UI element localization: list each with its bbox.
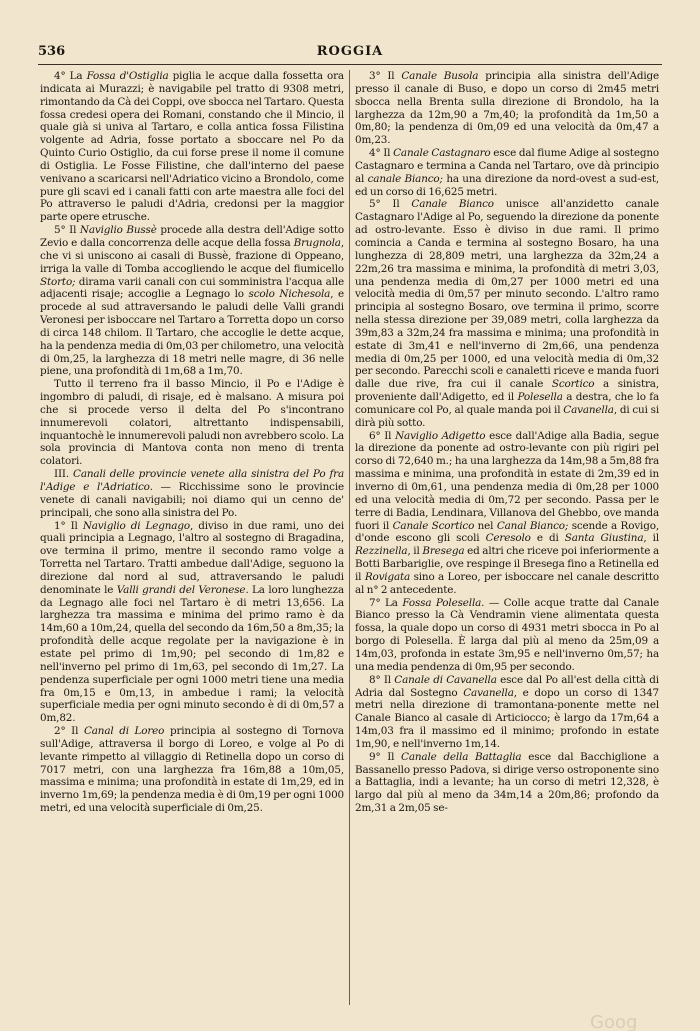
text-run: esce dall'Adige alla Badia, segue la direzione da ponente ad ostro-levante con più rigiri pel corso di 72,640 m.; ha una larghezza da 14m,98 a 5m,88 fra massima e minima, una profondità in estate di 2m,39 ed in inverno di 0m,61, una pendenza media di 0m,28 per 1000 ed una velocità media di 0m,72 per secondo. Passa per le terre di Badia, Lendinara, Villanova del Ghebbo, ove manda fuori il <box>355 429 659 532</box>
italic-term: Rovigata <box>364 570 411 583</box>
left-column <box>40 70 344 815</box>
italic-term: Rezzinella <box>355 545 408 558</box>
text-run: Tutto il terreno fra il basso Mincio, il Po e l'Adige è ingombro di paludi, di risaje, ed è malsano. A misura poi che si procede verso il delta del Po s'incontrano innumerevoli colatori, altrettanto indispensabili, inquantochè le innumerevoli paludi non avrebbero scolo. La sola provincia di Mantova conta non meno di trenta colatori. <box>40 378 344 468</box>
italic-term: scolo Nichesola <box>248 288 331 301</box>
text-run: ha una direzione da nord-ovest a sud-est, ed un corso di 16,625 metri. <box>355 172 660 198</box>
watermark: Goog <box>590 1012 638 1031</box>
text-run: , che vi si uniscono ai casali di Bussè, frazione di Oppeano, irriga la valle di Tomba accogliendo le acque del fiumicello <box>40 236 344 275</box>
text-run: dirama varii canali con cui somministra l'acqua alle adjacenti risaje; accoglie a Legnago lo <box>40 275 344 301</box>
text-run: III. <box>54 468 74 481</box>
right-column <box>355 70 659 815</box>
italic-term: canale Bianco; <box>367 172 443 185</box>
italic-term: Cavanella <box>563 403 614 416</box>
paragraph <box>355 198 659 429</box>
italic-term: Naviglio Bussè <box>79 224 157 237</box>
paragraph <box>40 378 344 468</box>
text-run: — Ricchissime sono le provincie venete di canali navigabili; noi diamo qui un cenno de' principali, che sono alla sinistra del Po. <box>40 481 344 519</box>
italic-term: Santa Giustina <box>564 532 644 545</box>
italic-term: Naviglio Adigetto <box>395 429 486 442</box>
text-run: procede alla destra dell'Adige sotto Zevio e dalla concorrenza delle acque della fossa <box>40 224 344 249</box>
text-run: e di <box>530 532 565 545</box>
paragraph <box>355 751 659 815</box>
text-run: scende a Rovigo, d'onde escono gli scoli <box>355 519 659 545</box>
italic-term: Brugnola <box>293 236 341 249</box>
paragraph <box>40 70 344 224</box>
paragraph <box>355 674 659 751</box>
paragraph <box>355 430 659 597</box>
header-rule <box>38 64 662 65</box>
italic-term: Canale Busola <box>401 70 479 82</box>
text-run: nel <box>474 519 497 532</box>
italic-term: Canal di Loreo <box>83 725 165 738</box>
text-run: , diviso in due rami, uno dei quali principia a Legnago, l'altro al sostegno di Bragadina, ove termina il primo, mentre il secondo ramo volge a Torretta nel Tartaro. Tratti ambedue dall'Adige, seguono la direzione dal nord al sud, attraversando le paludi denominate le <box>40 519 344 596</box>
text-run: principia alla sinistra dell'Adige presso il canale di Buso, e dopo un corso di 2m45 metri sbocca nella Brenta sulla direzione di Brondolo, ha la larghezza da 12m,90 a 7m,40; la profondità da 1m,50 a 0m,80; la pendenza di 0m,09 ed una velocità da 0m,47 a 0m,23. <box>355 70 659 147</box>
text-run: a destra, che lo fa comunicare col Po, al quale manda poi il <box>355 391 660 416</box>
italic-term: Canale Castagnaro <box>393 147 491 160</box>
paragraph <box>40 520 344 726</box>
text-run: , il <box>407 545 423 558</box>
page-number: 536 <box>38 44 66 59</box>
text-run: a sinistra, proveniente dall'Adigetto, ed il <box>355 378 659 404</box>
text-run: 5° Il <box>54 224 80 237</box>
text-run: ed altri che riceve poi inferiormente a Botti Barbariglie, ove respinge il Bresega fino a Retinella ed il <box>355 545 659 583</box>
italic-term: Storto; <box>40 275 76 288</box>
italic-term: Valli grandi del Veronese <box>116 583 246 596</box>
text-run: , il <box>643 532 659 545</box>
text-run: sino a Loreo, per isboccare nel canale descritto al n° 2 antecedente. <box>355 570 659 596</box>
page-header <box>38 44 662 62</box>
italic-term: Naviglio di Legnago <box>82 519 190 532</box>
text-run: 2° Il <box>54 725 84 738</box>
text-run: piglia le acque dalla fossetta ora indicata ai Murazzi; è navigabile pel tratto di 9308 metri, rimontando da Cà dei Coppi, ove sbocca nel Tartaro. Questa fossa credesi opera dei Romani, constando che il Mincio, il quale già si univa al Tartaro, e colla antica fossa Filistina volgente ad Adria, fosse portato a sboccare nel Po da Quinto Curio Ostiglio, da cui forse prese il nome il comune di Ostiglia. Le Fosse Filistine, che dall'interno del paese venivano a scaricarsi nell'Adriatico vicino a Brondolo, come pure gli scavi ed i canali fatti con arte maestra alle foci del Po attraverso le paludi d'Adria, credonsi per la maggior parte opere etrusche. <box>40 70 344 224</box>
text-run: 4° Il <box>369 147 394 160</box>
text-run: 7° La <box>369 596 403 609</box>
text-run: 8° Il <box>369 673 395 686</box>
text-run: , e dopo un corso di 1347 metri nella direzione di tramontana-ponente mette nel Canale Bianco al casale di Articiocco; è largo da 17m,64 a 14m,03 fra il massimo ed il minimo; profondo in estate 1m,90, e nell'inverno 1m,14. <box>355 686 659 750</box>
column-divider <box>349 70 350 1005</box>
paragraph <box>355 147 659 198</box>
paragraph <box>40 224 344 378</box>
paragraph <box>355 70 659 147</box>
italic-term: Ceresolo <box>485 532 531 545</box>
italic-term: Scortico <box>551 378 595 391</box>
italic-term: Canale Scortico <box>392 519 475 532</box>
text-run: 1° Il <box>54 519 83 532</box>
text-run: , di cui si dirà più sotto. <box>355 403 659 429</box>
text-run: , e procede al sud attraversando le paludi delle Valli grandi Veronesi per isboccare nel Tartaro a Torretta dopo un corso di circa 148 chilom. Il Tartaro, che accoglie le dette acque, ha la pendenza media di 0m,03 per chilometro, una velocità di 0m,25, la larghezza di 18 metri nelle magre, di 36 nelle piene, una profondità di 1m,68 a 1m,70. <box>40 288 344 378</box>
italic-term: Canale di Cavanella <box>394 673 497 686</box>
italic-term: Canale della Battaglia <box>401 750 522 763</box>
italic-term: Polesella <box>517 391 563 404</box>
text-run: esce dal fiume Adige al sostegno Castagnaro e termina a Canda nel Tartaro, ove dà principio al <box>355 147 659 185</box>
text-run: 6° Il <box>369 429 396 442</box>
text-run: . — Colle acque tratte dal Canale Bianco presso la Cà Vendramin viene alimentata questa fossa, la quale dopo un corso di 4931 metri sbocca in Po al borgo di Polesella. È larga dal più al meno da 25m,09 a 14m,03, profonda in estate 3m,95 e nell'inverno 0m,57; ha una media pendenza di 0m,95 per secondo. <box>355 596 659 673</box>
paragraph <box>40 468 344 519</box>
text-run: 3° Il <box>369 70 402 82</box>
italic-term: Bresega <box>422 545 465 558</box>
text-run: principia al sostegno di Tornova sull'Adige, attraversa il borgo di Loreo, e volge al Po di levante rimpetto al villaggio di Retinella dopo un corso di 7017 metri, con una larghezza fra 16m,88 a 10m,05, massima e minima; una profondità in estate di 1m,29, ed in inverno 1m,69; la pendenza media è di 0m,19 per ogni 1000 metri, ed una velocità superficiale di 0m,25. <box>40 725 344 815</box>
text-run: esce dal Po all'est della città di Adria dal Sostegno <box>355 673 659 699</box>
text-run: 4° La <box>54 70 87 82</box>
italic-term: Fossa d'Ostiglia <box>86 70 169 82</box>
text-run: unisce all'anzidetto canale Castagnaro l'Adige al Po, seguendo la direzione da ponente ad ostro-levante. Esso è diviso in due rami. Il primo comincia a Canda e termina al sostegno Bosaro, ha una lunghezza di 28,809 metri, una larghezza da 32m,24 a 22m,26 tra massima e minima, la profondità di metri 3,03, una pendenza media di 0m,27 per 1000 metri ed una velocità media di 0m,57 per minuto secondo. L'altro ramo principia al sostegno Bosaro, ove termina il primo, scorre nella stessa direzione per 39,089 metri, colla larghezza da 39m,83 a 32m,24 fra massima e minima; una profondità in estate di 3m,41 e nell'inverno di 2m,66, una pendenza media di 0m,25 per 1000, ed una velocità media di 0m,32 per secondo. Parecchi scoli e canaletti riceve e manda fuori dalle due rive, fra cui il canale <box>355 198 659 391</box>
paragraph <box>40 725 344 815</box>
running-title: ROGGIA <box>316 44 384 59</box>
italic-term: Cavanella <box>463 686 514 699</box>
italic-term: Canale Bianco <box>411 198 494 211</box>
paragraph <box>355 597 659 674</box>
italic-term: Canal Bianco; <box>496 519 569 532</box>
text-run: esce dal Bacchiglione a Bassanello presso Padova, si dirige verso ostroponente sino a Battaglia, indi a levante; ha un corso di metri 12,328, è largo dal più al meno da 34m,14 a 20m,86; profondo da 2m,31 a 2m,05 se- <box>355 750 659 815</box>
text-run: 5° Il <box>369 198 412 211</box>
text-run: 9° Il <box>369 750 402 763</box>
text-run: . La loro lunghezza da Legnago alle foci nel Tartaro è di metri 13,656. La larghezza tra massima e minima del primo ramo è da 14m,60 a 10m,24, quella del secondo da 16m,50 a 8m,35; la profondità delle acque regolate per la navigazione è in estate pel primo di 1m,90; pel secondo di 1m,82 e nell'inverno pel primo di 1m,63, pel secondo di 1m,27. La pendenza superficiale per ogni 1000 metri tiene una media fra 0m,15 e 0m,13, in ambedue i rami; la velocità superficiale media per ogni minuto secondo è di di 0m,57 a 0m,82. <box>40 583 344 725</box>
italic-term: Canali delle provincie venete alla sinistra del Po fra l'Adige e l'Adriatico. <box>40 468 344 493</box>
italic-term: Fossa Polesella <box>402 596 482 609</box>
